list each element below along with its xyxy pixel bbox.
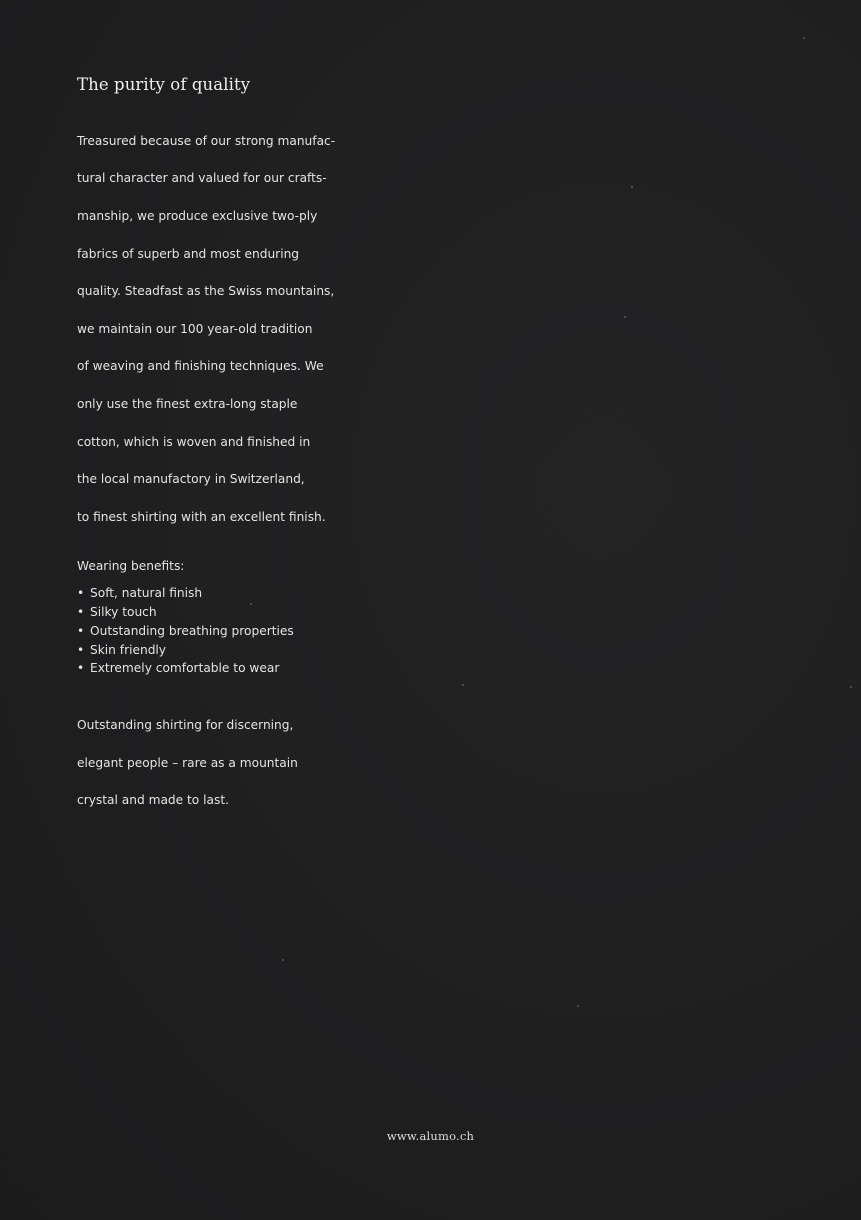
footer-website-url xyxy=(0,1129,861,1143)
paper-speck xyxy=(250,603,252,605)
paper-speck xyxy=(624,316,626,318)
benefit-label: Extremely comfortable to wear xyxy=(90,661,280,676)
paper-speck xyxy=(282,959,284,961)
intro-line: only use the finest extra-long staple xyxy=(77,396,298,411)
paper-speck xyxy=(577,1005,579,1007)
closing-line: Outstanding shirting for discerning, xyxy=(77,717,294,732)
list-item xyxy=(77,622,337,641)
list-item xyxy=(77,659,337,678)
website-link-text: www.alumo.ch xyxy=(386,1129,475,1143)
list-item xyxy=(77,603,337,622)
page-heading: The purity of quality xyxy=(77,75,251,94)
main-text-column xyxy=(77,75,337,829)
bullet-icon: • xyxy=(77,623,85,638)
intro-line: of weaving and finishing techniques. We xyxy=(77,359,324,374)
intro-line: we maintain our 100 year-old tradition xyxy=(77,321,313,336)
intro-line: quality. Steadfast as the Swiss mountains, xyxy=(77,284,335,299)
list-item xyxy=(77,584,337,603)
benefits-list xyxy=(77,584,337,678)
bullet-icon: • xyxy=(77,642,85,657)
closing-line: crystal and made to last. xyxy=(77,793,229,808)
closing-paragraph xyxy=(77,697,337,829)
intro-line: fabrics of superb and most enduring xyxy=(77,246,300,261)
paper-speck xyxy=(462,684,464,686)
paper-speck xyxy=(850,686,852,688)
intro-line: manship, we produce exclusive two-ply xyxy=(77,208,318,223)
paper-speck xyxy=(803,37,805,39)
intro-paragraph xyxy=(77,113,337,545)
intro-line: to finest shirting with an excellent finish. xyxy=(77,509,326,524)
intro-line: Treasured because of our strong manufac- xyxy=(77,133,336,148)
intro-line: tural character and valued for our crafts- xyxy=(77,171,327,186)
bullet-icon: • xyxy=(77,586,85,601)
bullet-icon: • xyxy=(77,604,85,619)
benefits-title: Wearing benefits: xyxy=(77,559,185,574)
benefit-label: Skin friendly xyxy=(90,642,167,657)
intro-line: cotton, which is woven and finished in xyxy=(77,434,311,449)
list-item xyxy=(77,641,337,660)
closing-line: elegant people – rare as a mountain xyxy=(77,755,298,770)
bullet-icon: • xyxy=(77,661,85,676)
benefit-label: Outstanding breathing properties xyxy=(90,623,294,638)
paper-speck xyxy=(631,186,633,188)
benefit-label: Soft, natural finish xyxy=(90,586,203,601)
intro-line: the local manufactory in Switzerland, xyxy=(77,472,305,487)
benefit-label: Silky touch xyxy=(90,604,157,619)
